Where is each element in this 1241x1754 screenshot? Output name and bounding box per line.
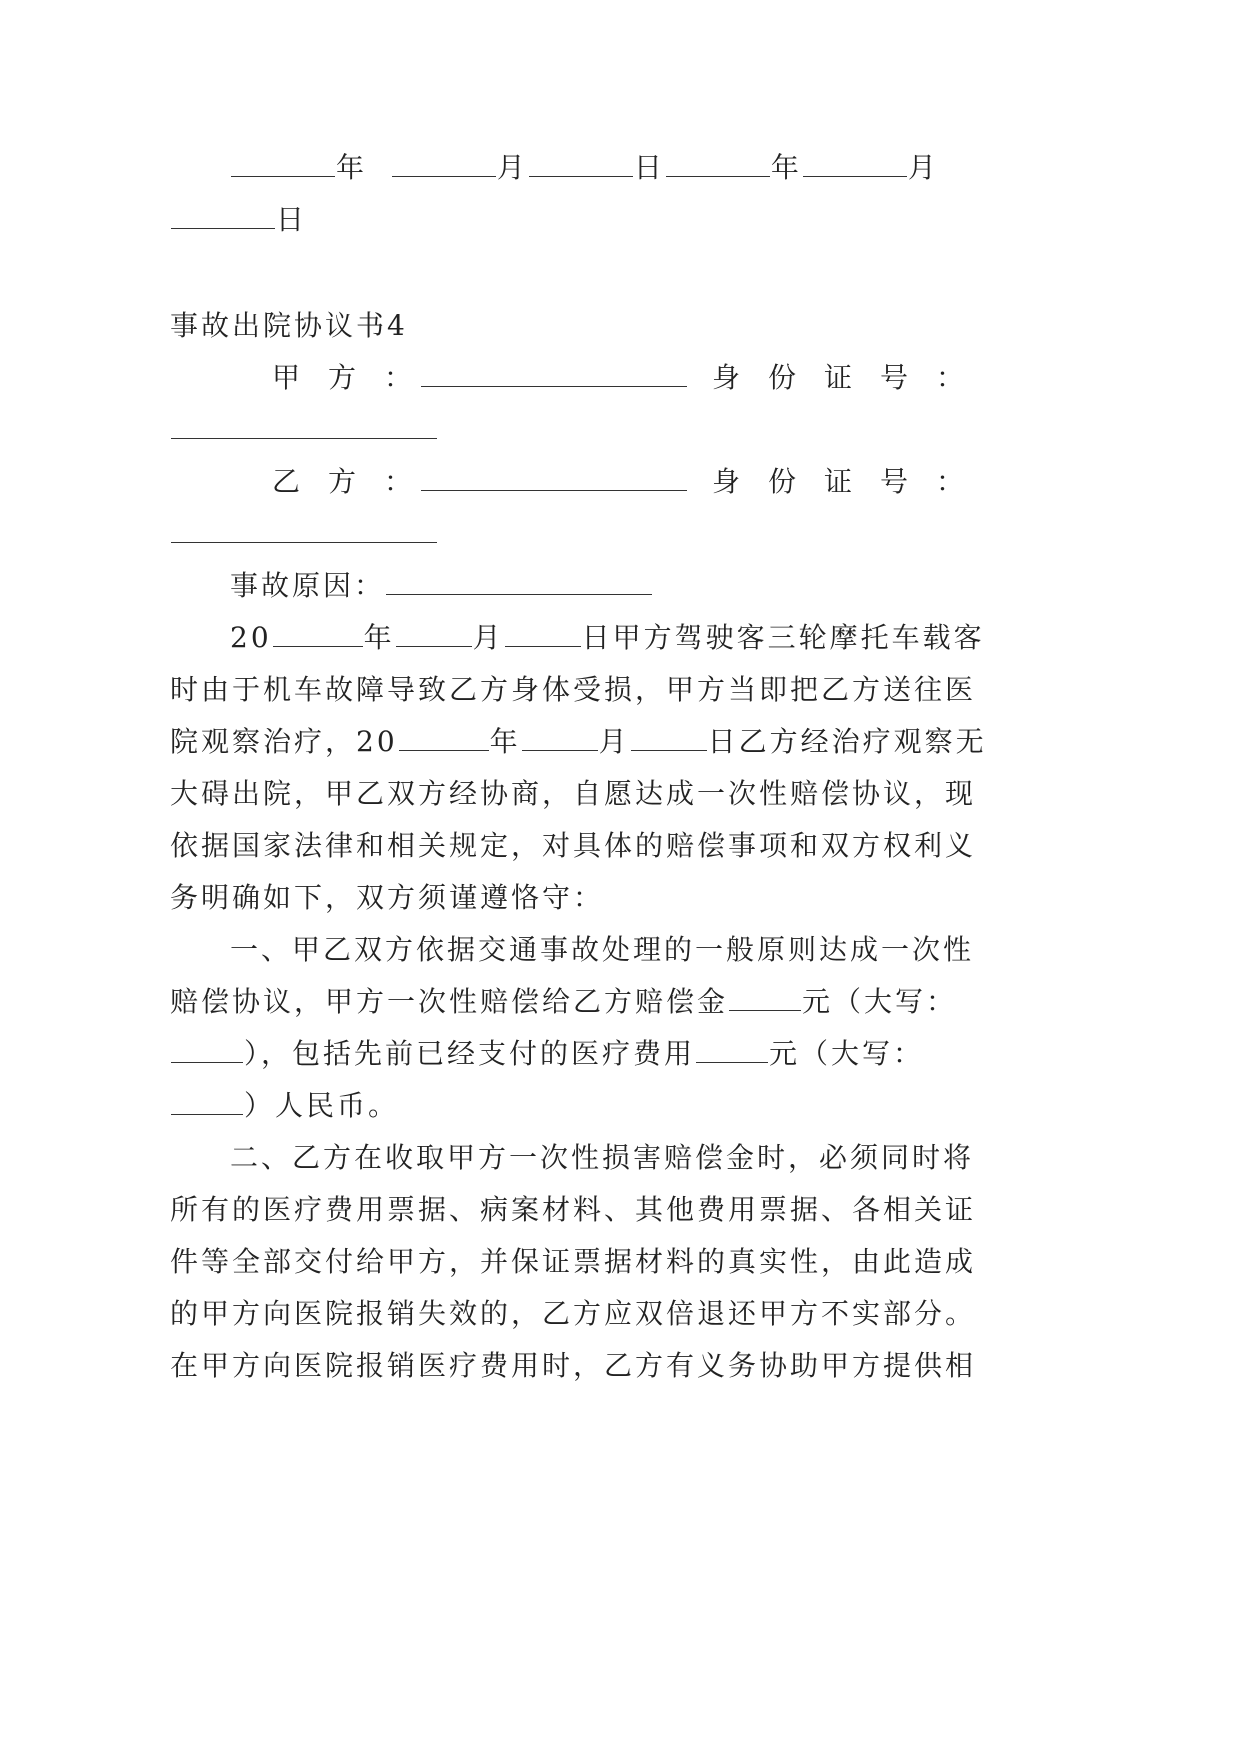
party-b-id-field bbox=[170, 514, 438, 554]
para1-text: 日甲方驾驶客三轮摩托车载客 bbox=[581, 621, 985, 654]
party-a-field bbox=[420, 358, 688, 398]
para3-line2: 所有的医疗费用票据、病案材料、其他费用票据、各相关证 bbox=[170, 1193, 977, 1226]
year-label: 年 bbox=[363, 621, 395, 654]
year-prefix: 20 bbox=[230, 621, 272, 654]
para1-line6: 务明确如下，双方须谨遵恪守： bbox=[170, 881, 605, 914]
para3-line1: 二、乙方在收取甲方一次性损害赔偿金时，必须同时将 bbox=[230, 1141, 975, 1174]
para3-line5: 在甲方向医院报销医疗费用时，乙方有义务协助甲方提供相 bbox=[170, 1349, 977, 1382]
para2-text: 元（大写： bbox=[802, 985, 958, 1018]
month-label: 月 bbox=[496, 151, 528, 184]
party-b-id-label: 身份证号： bbox=[712, 465, 993, 498]
para2-text: ）人民币。 bbox=[244, 1089, 400, 1122]
para3-line4: 的甲方向医院报销失效的，乙方应双倍退还甲方不实部分。 bbox=[170, 1297, 977, 1330]
para2-line4 bbox=[170, 1086, 399, 1126]
document-title: 事故出院协议书4 bbox=[170, 309, 408, 342]
para1-line2: 时由于机车故障导致乙方身体受损，甲方当即把乙方送往医 bbox=[170, 673, 977, 706]
date-line-continued bbox=[170, 200, 307, 240]
year-label: 年 bbox=[489, 725, 521, 758]
accident-cause-label: 事故原因： bbox=[230, 569, 386, 602]
party-b-label: 乙方： bbox=[272, 465, 441, 498]
para2-line3 bbox=[170, 1034, 924, 1074]
year-label: 年 bbox=[336, 151, 368, 184]
day-label: 日 bbox=[276, 203, 308, 236]
year-label: 年 bbox=[770, 151, 802, 184]
para2-text: ），包括先前已经支付的医疗费用 bbox=[244, 1037, 696, 1070]
month-label: 月 bbox=[472, 621, 504, 654]
para1-line5: 依据国家法律和相关规定，对具体的赔偿事项和双方权利义 bbox=[170, 829, 977, 862]
para2-line2 bbox=[170, 982, 957, 1022]
para1-text: 日乙方经治疗观察无 bbox=[707, 725, 987, 758]
month-label: 月 bbox=[907, 151, 939, 184]
para2-text: 赔偿协议，甲方一次性赔偿给乙方赔偿金 bbox=[170, 985, 729, 1018]
para3-line3: 件等全部交付给甲方，并保证票据材料的真实性，由此造成 bbox=[170, 1245, 977, 1278]
party-b-field bbox=[420, 462, 688, 502]
day-label: 日 bbox=[633, 151, 665, 184]
date-line bbox=[230, 148, 939, 188]
para2-line1: 一、甲乙双方依据交通事故处理的一般原则达成一次性 bbox=[230, 933, 975, 966]
month-label: 月 bbox=[598, 725, 630, 758]
party-a-id-label: 身份证号： bbox=[712, 361, 993, 394]
para1-text: 院观察治疗，20 bbox=[170, 725, 398, 758]
para2-text: 元（大写： bbox=[769, 1037, 925, 1070]
para1-line4: 大碍出院，甲乙双方经协商，自愿达成一次性赔偿协议，现 bbox=[170, 777, 977, 810]
accident-cause bbox=[230, 566, 653, 606]
para1-line3 bbox=[170, 722, 987, 762]
party-a-id-field bbox=[170, 410, 438, 450]
para1-line1 bbox=[230, 618, 985, 658]
party-a-label: 甲方： bbox=[272, 361, 441, 394]
